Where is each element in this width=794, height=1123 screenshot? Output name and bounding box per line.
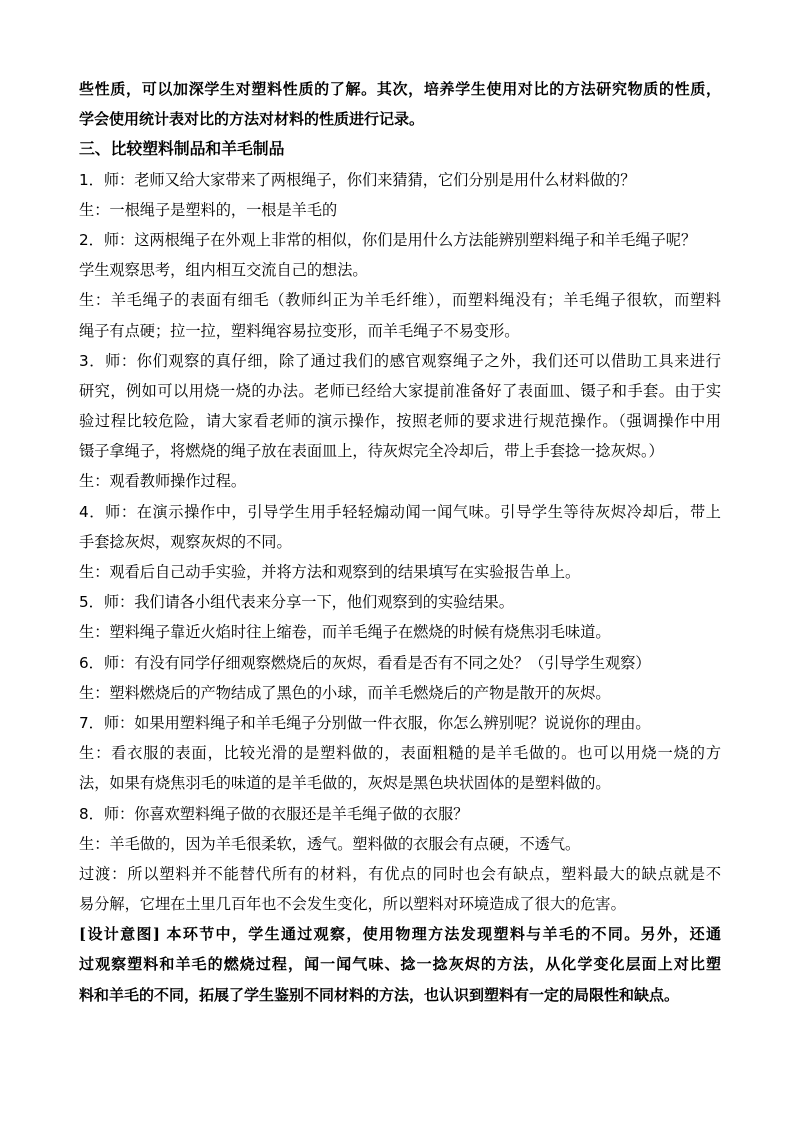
body-line: 生：塑料燃烧后的产物结成了黑色的小球，而羊毛燃烧后的产物是散开的灰烬。: [79, 683, 611, 702]
design-intent-line-3: 料和羊毛的不同，拓展了学生鉴别不同材料的方法，也认识到塑料有一定的局限性和缺点。: [79, 985, 680, 1004]
body-line: 1．师：老师又给大家带来了两根绳子，你们来猜猜，它们分别是用什么材料做的？: [79, 170, 636, 189]
body-line: 生：一根绳子是塑料的，一根是羊毛的: [79, 200, 338, 219]
section-heading: 三、比较塑料制品和羊毛制品: [79, 139, 285, 159]
intro-paragraph: [79, 74, 721, 134]
design-intent-paragraph: [79, 919, 721, 1010]
body-line: 6．师：有没有同学仔细观察燃烧后的灰烬，看看是否有不同之处？（引导学生观察）: [79, 653, 651, 672]
body-line: 4．师：在演示操作中，引导学生用手轻轻煽动闻一闻气味。引导学生等待灰烬冷却后，带上: [79, 502, 721, 521]
body-line: 镊子拿绳子，将燃烧的绳子放在表面皿上，待灰烬完全冷却后，带上手套捻一捻灰烬。）: [79, 442, 664, 461]
body-line: 5．师：我们请各小组代表来分享一下，他们观察到的实验结果。: [79, 593, 514, 612]
body-line: 生：塑料绳子靠近火焰时往上缩卷，而羊毛绳子在燃烧的时候有烧焦羽毛味道。: [79, 623, 611, 642]
body-line: 生：羊毛做的，因为羊毛很柔软，透气。塑料做的衣服会有点硬，不透气。: [79, 834, 581, 853]
intro-line-1: 些性质，可以加深学生对塑料性质的了解。其次，培养学生使用对比的方法研究物质的性质，: [79, 80, 721, 98]
body-line: 8．师：你喜欢塑料绳子做的衣服还是羊毛绳子做的衣服？: [79, 804, 469, 823]
body-line: 法，如果有烧焦羽毛的味道的是羊毛做的，灰烬是黑色块状固体的是塑料做的。: [79, 774, 611, 793]
body-line: 7．师：如果用塑料绳子和羊毛绳子分别做一件衣服，你怎么辨别呢？说说你的理由。: [79, 713, 651, 732]
body-line: 验过程比较危险，请大家看老师的演示操作，按照老师的要求进行规范操作。（强调操作中用: [79, 412, 721, 431]
body-line: 手套捻灰烬，观察灰烬的不同。: [79, 532, 292, 551]
body-line: 生：观看教师操作过程。: [79, 472, 247, 491]
intro-line-2: 学会使用统计表对比的方法对材料的性质进行记录。: [79, 110, 425, 129]
body-line: 3．师：你们观察的真仔细，除了通过我们的感官观察绳子之外，我们还可以借助工具来进行: [79, 351, 721, 370]
body-line: 2．师：这两根绳子在外观上非常的相似，你们是用什么方法能辨别塑料绳子和羊毛绳子呢？: [79, 230, 697, 249]
body-line: 过渡：所以塑料并不能替代所有的材料，有优点的同时也会有缺点，塑料最大的缺点就是不: [79, 864, 721, 883]
body-line: 学生观察思考，组内相互交流自己的想法。: [79, 261, 368, 280]
design-intent-line-1: [设计意图] 本环节中，学生通过观察，使用物理方法发现塑料与羊毛的不同。另外，还通: [79, 925, 721, 944]
body-line: 生：看衣服的表面，比较光滑的是塑料做的，表面粗糙的是羊毛做的。也可以用烧一烧的方: [79, 744, 721, 763]
body-text: [79, 165, 721, 920]
body-line: 易分解，它埋在土里几百年也不会发生变化，所以塑料对环境造成了很大的危害。: [79, 895, 626, 914]
body-line: 生：观看后自己动手实验，并将方法和观察到的结果填写在实验报告单上。: [79, 563, 581, 581]
design-intent-line-2: 过观察塑料和羊毛的燃烧过程，闻一闻气味、捻一捻灰烬的方法，从化学变化层面上对比塑: [79, 955, 721, 974]
document-page: [79, 74, 721, 1010]
body-line: 研究，例如可以用烧一烧的办法。老师已经给大家提前准备好了表面皿、镊子和手套。由于实: [79, 381, 721, 400]
body-line: 生：羊毛绳子的表面有细毛（教师纠正为羊毛纤维），而塑料绳没有；羊毛绳子很软，而塑料: [79, 291, 721, 310]
body-line: 绳子有点硬；拉一拉，塑料绳容易拉变形，而羊毛绳子不易变形。: [79, 321, 520, 340]
